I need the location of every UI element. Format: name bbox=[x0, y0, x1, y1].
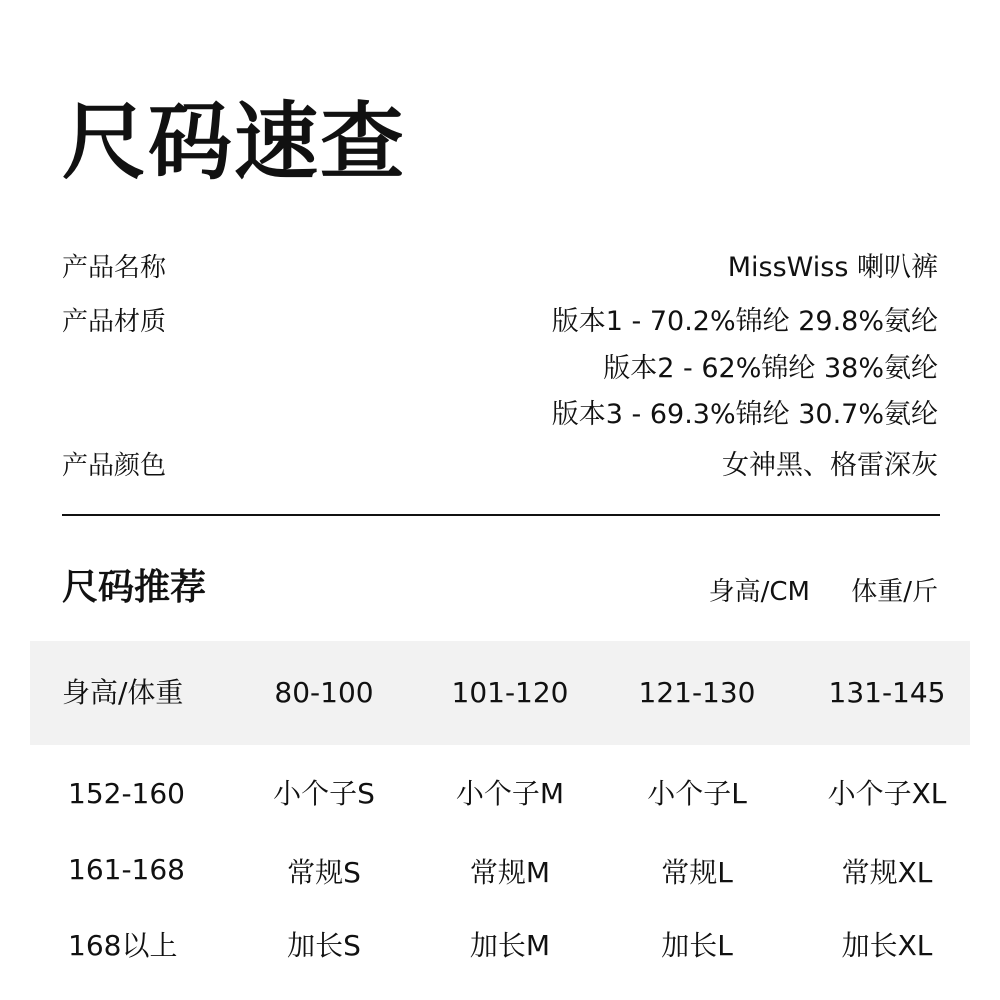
material-version-2: 版本2 - 62%锦纶 38%氨纶 bbox=[603, 353, 938, 384]
table-cell-size: 加长L bbox=[661, 929, 733, 962]
table-cell-height: 152-160 bbox=[68, 777, 185, 810]
product-color-value: 女神黑、格雷深灰 bbox=[722, 450, 938, 481]
table-cell-size: 常规S bbox=[287, 856, 361, 889]
table-cell-height: 168以上 bbox=[68, 929, 178, 962]
product-material-row bbox=[62, 302, 938, 342]
material-version-1: 版本1 - 70.2%锦纶 29.8%氨纶 bbox=[551, 306, 938, 337]
product-color-row bbox=[62, 446, 938, 486]
table-header-cell: 80-100 bbox=[274, 676, 374, 709]
table-cell-height: 161-168 bbox=[68, 853, 185, 886]
table-cell-size: 常规M bbox=[469, 856, 551, 889]
table-header-cell: 101-120 bbox=[451, 676, 569, 709]
size-section-title: 尺码推荐 bbox=[62, 567, 207, 608]
table-cell-size: 加长S bbox=[287, 929, 361, 962]
table-cell-size: 常规XL bbox=[841, 856, 933, 889]
table-cell-size: 常规L bbox=[661, 856, 733, 889]
table-cell-size: 加长M bbox=[469, 929, 551, 962]
product-material-label: 产品材质 bbox=[62, 307, 167, 337]
table-cell-size: 小个子S bbox=[273, 777, 375, 810]
product-color-label: 产品颜色 bbox=[62, 451, 167, 481]
product-material-row-3 bbox=[62, 395, 938, 435]
weight-unit-label: 体重/斤 bbox=[851, 577, 938, 607]
material-version-3: 版本3 - 69.3%锦纶 30.7%氨纶 bbox=[551, 399, 938, 430]
height-unit-label: 身高/CM bbox=[708, 577, 810, 607]
table-header-cell: 身高/体重 bbox=[62, 676, 184, 709]
table-cell-size: 小个子M bbox=[455, 777, 565, 810]
table-header-cell: 131-145 bbox=[828, 676, 946, 709]
product-name-value: MissWiss 喇叭裤 bbox=[727, 252, 938, 283]
section-divider bbox=[62, 514, 940, 516]
table-cell-size: 小个子XL bbox=[827, 777, 947, 810]
product-name-row bbox=[62, 248, 938, 288]
table-cell-size: 小个子L bbox=[647, 777, 747, 810]
product-name-label: 产品名称 bbox=[62, 253, 167, 283]
table-header-cell: 121-130 bbox=[638, 676, 756, 709]
page-title: 尺码速查 bbox=[62, 93, 407, 191]
table-cell-size: 加长XL bbox=[841, 929, 933, 962]
product-material-row-2 bbox=[62, 349, 938, 389]
